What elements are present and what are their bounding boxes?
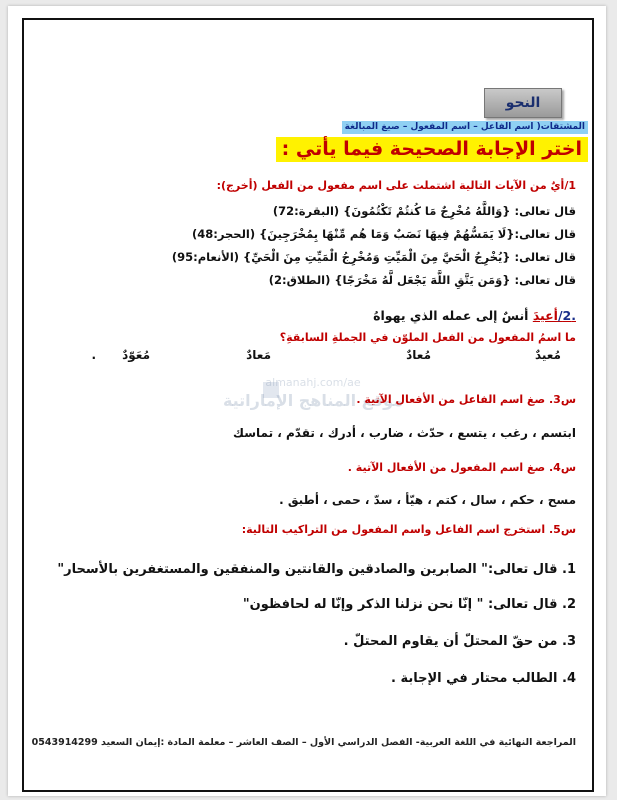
q2-option-3: مَعادٌ bbox=[246, 348, 271, 362]
q1-verse-2: قال تعالى:{لَا يَمَسُّهُمْ فِيهَا نَصَبٌ وَمَا هُم مِّنْهَا بِمُخْرَجِينَ} (الحجر:48) bbox=[191, 227, 576, 241]
q1-prompt: 1/أيٌ من الآيات التالية اشتملت على اسم مفعول من الفعل (أخرج): bbox=[216, 179, 576, 192]
main-title: اختر الإجابة الصحيحة فيما يأتي : bbox=[276, 137, 588, 162]
q5-item-2: 2. قال تعالى: " إنّا نحن نزلنا الذكر وإنّا له لحافظون" bbox=[242, 597, 576, 612]
page-footer: المراجعة النهائية في اللغة العربية- الفصل الدراسي الأول – الصف العاشر – معلمة المادة :إيمان السعيد 0543914299 bbox=[31, 737, 576, 748]
q2-option-4: مُعَوّدٌ bbox=[122, 348, 150, 362]
q3-prompt: س3. صغ اسم الفاعل من الأفعال الآتية . bbox=[356, 393, 576, 406]
q2-option-1: مُعيدٌ bbox=[534, 348, 561, 362]
q1-verse-4: قال تعالى: {وَمَن يَتَّقِ اللَّهَ يَجْعَل لَّهُ مَخْرَجًا} (الطلاق:2) bbox=[268, 273, 576, 287]
q4-verbs: مسح ، حكم ، سال ، كتم ، هيّأ ، سدّ ، حمى ، أطبق . bbox=[279, 493, 576, 507]
q1-verse-3: قال تعالى: {يُخْرِجُ الْحَيَّ مِنَ الْمَيِّتِ وَمُخْرِجُ الْمَيِّتِ مِنَ الْحَيِّ} (الأنعام:95) bbox=[171, 250, 576, 264]
q5-prompt: س5. استخرج اسم الفاعل واسم المفعول من التراكيب التالية: bbox=[241, 523, 576, 536]
q5-item-1: 1. قال تعالى:" الصابرين والصادقين والقانتين والمنفقين والمستغفرين بالأسحار" bbox=[57, 562, 576, 577]
q4-prompt: س4. صغ اسم المفعول من الأفعال الآتية . bbox=[347, 461, 576, 474]
q2-prompt: ما اسمُ المفعول من الفعل الملوّن في الجملةِ السابقةِ؟ bbox=[279, 331, 576, 344]
q5-item-3: 3. من حقّ المحتلّ أن يقاوم المحتلّ . bbox=[343, 634, 576, 649]
q2-option-2: مُعادٌ bbox=[406, 348, 431, 362]
q1-verse-1: قال تعالى: {وَاللَّهُ مُخْرِجٌ مَا كُنتُمْ تَكْتُمُونَ} (البقرة:72) bbox=[272, 204, 576, 218]
section-badge: النحو bbox=[484, 88, 562, 118]
q5-item-4: 4. الطالب محتار في الإجابة . bbox=[391, 671, 576, 686]
q2-colored-verb: أعيدَ bbox=[532, 308, 558, 323]
q2-number: .2/ bbox=[557, 308, 576, 323]
topic-subtitle: المشتقات( اسم الفاعل – اسم المفعول – صيغ المبالغة bbox=[342, 121, 588, 134]
watermark-url: almanahj.com/ae bbox=[265, 376, 361, 389]
q2-sentence-text: أنسٌ إلى عمله الذي يهواهُ bbox=[373, 308, 533, 323]
worksheet-page bbox=[8, 6, 606, 796]
q3-verbs: ابتسم ، رغب ، يتسع ، حدّث ، ضارب ، أدرك ، تقدّم ، تماسك bbox=[233, 426, 576, 440]
watermark-site-name: موقع المناهج الإماراتية bbox=[222, 391, 404, 410]
q2-options-dot: . bbox=[91, 348, 96, 362]
q2-sentence bbox=[373, 308, 576, 323]
